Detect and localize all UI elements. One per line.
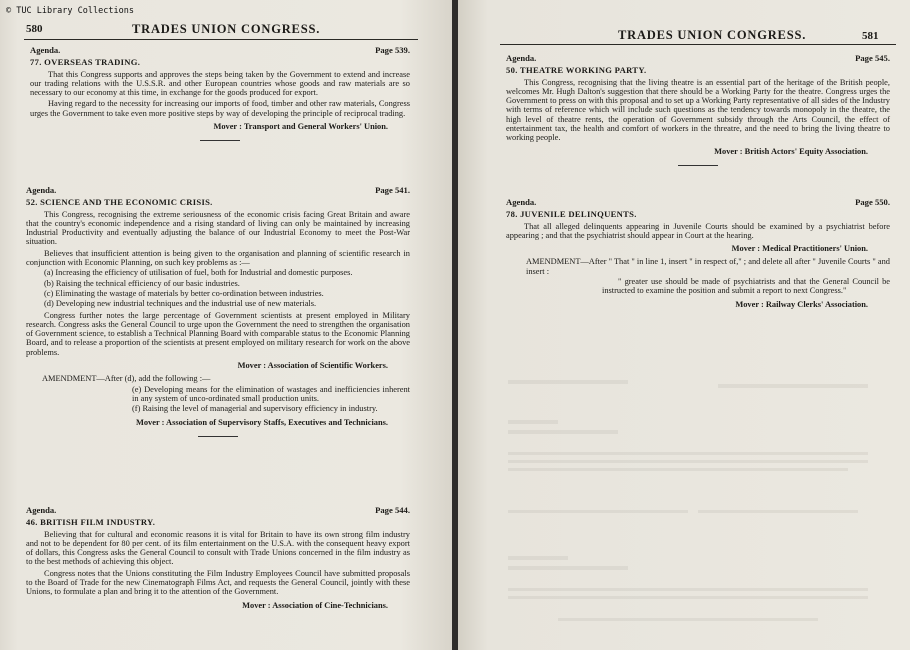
amendment-intro: AMENDMENT—After " That " in line 1, insert " in respect of," ; and delete all after " Juvenile Courts " and insert : xyxy=(526,257,890,276)
agenda-page: Page 545. xyxy=(855,53,890,63)
agenda-label: Agenda. xyxy=(26,505,57,515)
watermark: © TUC Library Collections xyxy=(6,6,134,16)
agenda-label: Agenda. xyxy=(506,53,537,63)
amendment-mover: Mover : Association of Supervisory Staffs, Executives and Technicians. xyxy=(135,417,388,427)
section-juvenile-delinquents xyxy=(506,198,890,309)
amendment-item: (f) Raising the level of managerial and supervisory efficiency in industry. xyxy=(132,404,378,414)
agenda-page: Page 544. xyxy=(375,505,410,515)
section-overseas-trading xyxy=(30,46,410,141)
list-item: (c) Eliminating the wastage of materials by better co-ordination between industries. xyxy=(44,288,324,298)
list-item: (a) Increasing the efficiency of utilisation of fuel, both for Industrial and domestic purposes. xyxy=(44,268,353,278)
right-header-rule xyxy=(500,44,896,45)
agenda-page: Page 539. xyxy=(375,45,410,55)
agenda-line xyxy=(506,54,890,63)
list-item: (d) Developing new industrial techniques and the industrial use of new materials. xyxy=(44,299,317,309)
agenda-line xyxy=(30,46,410,55)
paragraph: Believes that insufficient attention is being given to the organisation and planning of scientific research in conjunction with Economic Planning, on such key problems as :— xyxy=(26,248,410,268)
agenda-page: Page 550. xyxy=(855,197,890,207)
amendment-item: (e) Developing means for the elimination of wastages and inefficiencies inherent in any system of unco-ordinated small production units. xyxy=(132,384,410,403)
section-title: 52. SCIENCE AND THE ECONOMIC CRISIS. xyxy=(26,197,213,208)
paragraph: Having regard to the necessity for increasing our imports of food, timber and other raw materials, Congress urges the Government to take even more positive steps by way of developing the principle of reciprocal trading. xyxy=(30,99,410,118)
paragraph: This Congress, recognising that the living theatre is an essential part of the heritage of the British people, welcomes Mr. Hugh Dalton's suggestion that there should be a Working Party for the theatre. Congress urges the Government to press on with this proposal and to set up a Working Party representative of all sides of the Industry with terms of reference which will include such questions as the tendency towards monopoly in the theatre, the high level of theatre rents, the operation of Government subsidy through the Arts Council, the effect of entertainment tax, the health and comfort of workers in the threatre, and the need to bring the living theatre to working people. xyxy=(506,77,890,143)
left-running-head: TRADES UNION CONGRESS. xyxy=(132,22,321,36)
paragraph: Congress notes that the Unions constituting the Film Industry Employees Council have submitted proposals to the Board of Trade for the new Cinematograph Films Act, and requests the General Council, jointly with these Unions, to formulate a plan and bring it to the attention of the Government. xyxy=(26,568,410,597)
paragraph: Believing that for cultural and economic reasons it is vital for Britain to have its own strong film industry and not to be dependent for 80 per cent. of its film entertainment on the U.S.A. with the consequent heavy export of dollars, this Congress asks the General Council to consult with Trade Unions concerned in the film industry as to the best methods of achieving this object. xyxy=(26,529,410,567)
section-title: 50. THEATRE WORKING PARTY. xyxy=(506,65,647,76)
section-title: 46. BRITISH FILM INDUSTRY. xyxy=(26,517,156,528)
show-through-lines xyxy=(498,360,898,640)
amendment-mover: Mover : Railway Clerks' Association. xyxy=(735,299,868,309)
mover-line: Mover : Association of Scientific Workers. xyxy=(237,361,388,371)
section-title: 78. JUVENILE DELINQUENTS. xyxy=(506,209,637,220)
mover-line: Mover : British Actors' Equity Association. xyxy=(714,146,868,156)
section-separator xyxy=(200,140,240,141)
agenda-line xyxy=(506,198,890,207)
paragraph: That all alleged delinquents appearing in Juvenile Courts should be examined by a psychiatrist before appearing ; and that the psychiatrist should appear in Court at the hearing. xyxy=(506,221,890,240)
left-page xyxy=(0,0,452,650)
right-page xyxy=(458,0,910,650)
agenda-label: Agenda. xyxy=(26,185,57,195)
paragraph: This Congress, recognising the extreme seriousness of the economic crisis facing Great Britain and aware that the country's economic independence and a rising standard of living can only be maintained by increasing Industrial Productivity and eventually adjusting the balance of our Industrial Economy to meet the Post-War situation. xyxy=(26,209,410,247)
section-science-economic-crisis xyxy=(26,186,410,437)
agenda-page: Page 541. xyxy=(375,185,410,195)
section-british-film-industry xyxy=(26,506,410,610)
mover-line: Mover : Association of Cine-Technicians. xyxy=(242,600,388,610)
list-item: (b) Raising the technical efficiency of our basic industries. xyxy=(44,278,240,288)
left-header-rule xyxy=(24,39,418,40)
mover-line: Mover : Transport and General Workers' Union. xyxy=(213,122,388,132)
agenda-line xyxy=(26,186,410,195)
amendment-intro: AMENDMENT—After (d), add the following :— xyxy=(42,374,211,384)
mover-line: Mover : Medical Practitioners' Union. xyxy=(731,244,868,254)
section-title: 77. OVERSEAS TRADING. xyxy=(30,57,141,68)
right-running-head: TRADES UNION CONGRESS. xyxy=(618,28,807,42)
left-page-number: 580 xyxy=(26,23,43,35)
right-page-number: 581 xyxy=(862,30,879,42)
paragraph: Congress further notes the large percentage of Government scientists at present employed in Military research. Congress asks the General Council to urge upon the Government the need to strengthen the organisation of Government science, to establish a Technical Planning Board with comparable status to the Economic Planning Board, and to release a proportion of the scientists at present employed on military research for work on the above problems. xyxy=(26,310,410,357)
agenda-label: Agenda. xyxy=(30,45,61,55)
section-separator xyxy=(678,165,718,166)
agenda-label: Agenda. xyxy=(506,197,537,207)
agenda-line xyxy=(26,506,410,515)
paragraph: That this Congress supports and approves the steps being taken by the Government to extend and increase our trading relations with the U.S.S.R. and other European countries whose goods and raw materials are so necessary to our economy at this time, in exchange for the goods produced for export. xyxy=(30,69,410,98)
amendment-quote: " greater use should be made of psychiatrists and that the General Council be instructed to examine the position and submit a report to next Congress." xyxy=(602,277,890,296)
section-separator xyxy=(198,436,238,437)
section-theatre-working-party xyxy=(506,54,890,166)
